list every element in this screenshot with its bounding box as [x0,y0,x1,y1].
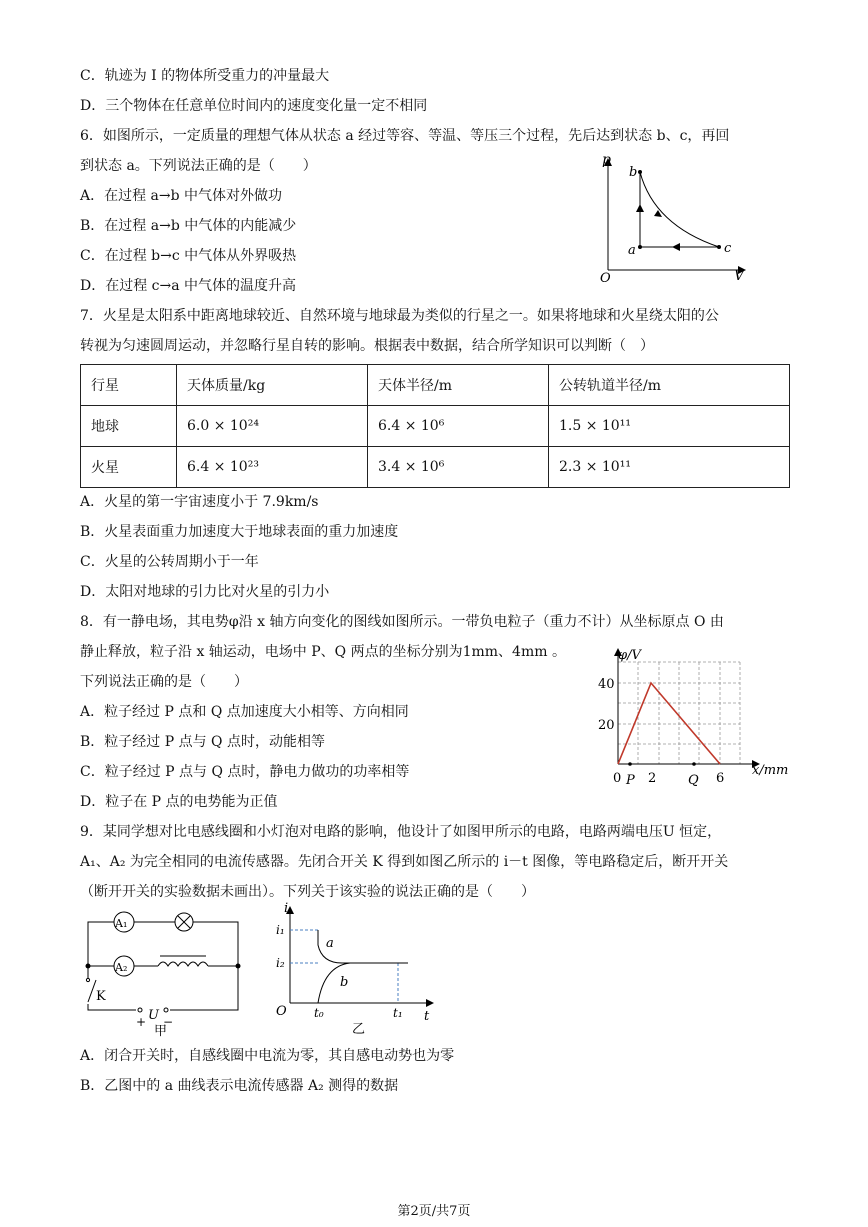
i2-label: i₂ [276,956,285,970]
minus-sign: − [163,1015,174,1029]
phi-curve [618,683,720,764]
q8-stem-2: 静止释放，粒子沿 x 轴运动，电场中 P、Q 两点的坐标分别为1mm、4mm 。 [80,644,566,660]
table-row [81,447,790,488]
q8-stem-3: 下列说法正确的是（ ） [80,674,248,690]
q7-stem-2: 转视为匀速圆周运动，并忽略行星自转的影响。根据表中数据，结合所学知识可以判断（ ） [80,338,654,354]
table-row [81,406,790,447]
q8-option-a: A．粒子经过 P 点和 Q 点加速度大小相等、方向相同 [80,704,409,720]
point-a-label: a [628,243,636,258]
circuit-diagram [78,902,248,1037]
figure-caption-yi: 乙 [352,1022,366,1035]
plus-sign: + [136,1015,147,1029]
x-axis-label: x/mm [752,763,789,778]
q7-option-c: C．火星的公转周期小于一年 [80,554,259,570]
i1-label: i₁ [276,923,285,937]
table-header: 天体半径/m [368,365,549,406]
origin-label: O [600,271,611,285]
q9-stem-2: A₁、A₂ 为完全相同的电流传感器。先闭合开关 K 得到如图乙所示的 i－t 图像，等电路稳定后，断开开关 [80,854,729,870]
table-header: 行星 [81,365,177,406]
table-cell: 6.4 × 10²³ [177,447,368,488]
q8-stem-1: 8．有一静电场，其电势φ沿 x 轴方向变化的图线如图所示。一带负电粒子（重力不计）从坐标原点 O 由 [80,614,724,630]
tick-p: P [626,773,635,788]
tick-q: Q [688,773,699,788]
origin-label: O [276,1004,287,1019]
page-number: 第2页/共7页 [397,1204,471,1219]
q7-option-b: B．火星表面重力加速度大于地球表面的重力加速度 [80,524,399,540]
q6-stem-2: 到状态 a。下列说法正确的是（ ） [80,158,317,174]
q6-stem-1: 6．如图所示，一定质量的理想气体从状态 a 经过等容、等温、等压三个过程，先后达到状态 b、c，再回 [80,128,730,144]
table-header: 公转轨道半径/m [549,365,790,406]
pv-diagram [592,150,762,285]
process-bc [640,172,719,247]
table-cell: 2.3 × 10¹¹ [549,447,790,488]
option-d-prev: D．三个物体在任意单位时间内的速度变化量一定不相同 [80,98,428,114]
table-cell: 6.0 × 10²⁴ [177,406,368,447]
i-axis-label: i [284,901,289,916]
q7-option-a: A．火星的第一宇宙速度小于 7.9km/s [80,494,319,510]
voltage-label: U [148,1008,159,1023]
t-axis-label: t [424,1009,430,1024]
point-c-label: c [724,241,732,256]
curve-b-label: b [340,975,349,990]
tick-2: 2 [648,771,657,786]
q7-stem-1: 7．火星是太阳系中距离地球较近、自然环境与地球最为类似的行星之一。如果将地球和火星绕太阳的公 [80,308,719,324]
phi-x-graph [590,642,800,792]
figure-caption-jia: 甲 [154,1024,168,1037]
q9-stem-1: 9．某同学想对比电感线圈和小灯泡对电路的影响，他设计了如图甲所示的电路，电路两端电压U 恒定， [80,824,722,840]
tick-0: 0 [613,771,622,786]
q6-option-b: B．在过程 a→b 中气体的内能减少 [80,218,297,234]
y-axis-label: φ/V [618,648,641,663]
table-header: 天体质量/kg [177,365,368,406]
i-t-graph [272,900,447,1035]
curve-a-label: a [326,936,334,951]
option-c-prev: C．轨迹为 I 的物体所受重力的冲量最大 [80,68,330,84]
v-label: V [734,268,745,284]
table-cell: 1.5 × 10¹¹ [549,406,790,447]
table-cell: 3.4 × 10⁶ [368,447,549,488]
a2-label: A₂ [115,961,128,974]
table-header-row [81,365,790,406]
table-cell: 地球 [81,406,177,447]
point-b-label: b [629,165,638,180]
table-cell: 6.4 × 10⁶ [368,406,549,447]
q9-option-b: B．乙图中的 a 曲线表示电流传感器 A₂ 测得的数据 [80,1078,399,1094]
q7-option-d: D．太阳对地球的引力比对火星的引力小 [80,584,330,600]
tick-20: 20 [598,718,615,733]
switch-label: K [96,989,106,1004]
q9-option-a: A．闭合开关时，自感线圈中电流为零，其自感电动势也为零 [80,1048,455,1064]
t1-label: t₁ [393,1006,403,1020]
q9-stem-3: （断开开关的实验数据未画出）。下列关于该实验的说法正确的是（ ） [80,884,535,900]
q6-option-d: D．在过程 c→a 中气体的温度升高 [80,278,297,294]
q8-option-c: C．粒子经过 P 点与 Q 点时，静电力做功的功率相等 [80,764,410,780]
q6-option-a: A．在过程 a→b 中气体对外做功 [80,188,283,204]
p-label: p [602,152,611,168]
table-cell: 火星 [81,447,177,488]
tick-40: 40 [598,677,615,692]
q8-option-b: B．粒子经过 P 点与 Q 点时，动能相等 [80,734,325,750]
tick-6: 6 [716,771,725,786]
q6-option-c: C．在过程 b→c 中气体从外界吸热 [80,248,297,264]
planet-table [80,364,790,488]
t0-label: t₀ [314,1006,324,1020]
q8-option-d: D．粒子在 P 点的电势能为正值 [80,794,278,810]
a1-label: A₁ [115,917,128,930]
